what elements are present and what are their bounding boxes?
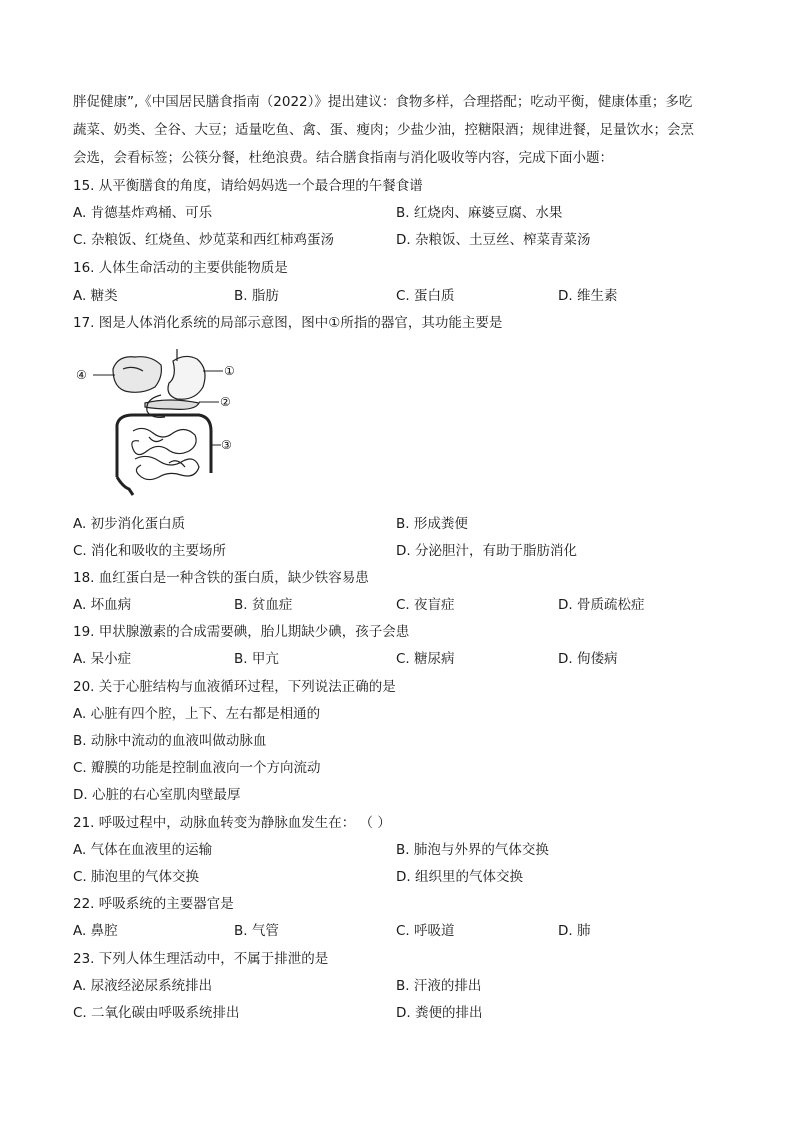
q21-option-d[interactable]: D. 组织里的气体交换 [396,869,523,885]
q15-option-b[interactable]: B. 红烧肉、麻婆豆腐、水果 [396,205,563,221]
q21-option-c[interactable]: C. 肺泡里的气体交换 [73,869,200,885]
q23-option-b[interactable]: B. 汗液的排出 [396,978,482,994]
q23-option-c[interactable]: C. 二氧化碳由呼吸系统排出 [73,1005,240,1021]
q23-option-d[interactable]: D. 粪便的排出 [396,1005,483,1021]
question-17-stem: 17. 图是人体消化系统的局部示意图，图中①所指的器官，其功能主要是 [73,315,503,331]
q17-option-a[interactable]: A. 初步消化蛋白质 [73,516,186,532]
q20-option-a[interactable]: A. 心脏有四个腔，上下、左右都是相通的 [73,706,321,722]
diagram-label-2: ② [220,395,231,409]
diagram-label-1: ① [224,364,235,378]
q16-option-d[interactable]: D. 维生素 [558,288,618,304]
question-19-stem: 19. 甲状腺激素的合成需要碘，胎儿期缺少碘，孩子会患 [73,624,410,640]
question-20-stem: 20. 关于心脏结构与血液循环过程，下列说法正确的是 [73,679,396,695]
q19-option-c[interactable]: C. 糖尿病 [396,651,455,667]
q21-option-b[interactable]: B. 肺泡与外界的气体交换 [396,842,549,858]
q15-option-a[interactable]: A. 肯德基炸鸡桶、可乐 [73,205,213,221]
q18-option-b[interactable]: B. 贫血症 [234,597,293,613]
question-18-stem: 18. 血红蛋白是一种含铁的蛋白质，缺少铁容易患 [73,570,369,586]
q18-option-a[interactable]: A. 坏血病 [73,597,132,613]
diagram-label-3: ③ [221,438,232,452]
q16-option-b[interactable]: B. 脂肪 [234,288,279,304]
diagram-label-4: ④ [76,368,87,382]
question-15-stem: 15. 从平衡膳食的角度，请给妈妈选一个最合理的午餐食谱 [73,178,423,194]
q20-option-d[interactable]: D. 心脏的右心室肌肉壁最厚 [73,787,241,803]
q18-option-c[interactable]: C. 夜盲症 [396,597,455,613]
q22-option-a[interactable]: A. 鼻腔 [73,923,118,939]
q22-option-b[interactable]: B. 气管 [234,923,279,939]
digestive-system-illustration [73,347,248,497]
q17-option-b[interactable]: B. 形成粪便 [396,516,468,532]
q19-option-d[interactable]: D. 佝偻病 [558,651,618,667]
q15-option-c[interactable]: C. 杂粮饭、红烧鱼、炒苋菜和西红柿鸡蛋汤 [73,232,335,248]
q21-option-a[interactable]: A. 气体在血液里的运输 [73,842,213,858]
question-21-stem: 21. 呼吸过程中，动脉血转变为静脉血发生在： （ ） [73,815,391,831]
q20-option-c[interactable]: C. 瓣膜的功能是控制血液向一个方向流动 [73,760,321,776]
q19-option-b[interactable]: B. 甲亢 [234,651,279,667]
question-22-stem: 22. 呼吸系统的主要器官是 [73,896,234,912]
q18-option-d[interactable]: D. 骨质疏松症 [558,597,645,613]
q19-option-a[interactable]: A. 呆小症 [73,651,132,667]
q16-option-a[interactable]: A. 糖类 [73,288,118,304]
digestive-system-diagram [73,347,248,497]
intro-line-1: 胖促健康”,《中国居民膳食指南（2022）》提出建议：食物多样，合理搭配；吃动平衡，健康体重；多吃 [73,94,693,110]
q23-option-a[interactable]: A. 尿液经泌尿系统排出 [73,978,213,994]
q17-option-d[interactable]: D. 分泌胆汁，有助于脂肪消化 [396,543,577,559]
q22-option-c[interactable]: C. 呼吸道 [396,923,455,939]
question-16-stem: 16. 人体生命活动的主要供能物质是 [73,260,288,276]
q17-option-c[interactable]: C. 消化和吸收的主要场所 [73,543,227,559]
intro-line-2: 蔬菜、奶类、全谷、大豆；适量吃鱼、禽、蛋、瘦肉；少盐少油，控糖限酒；规律进餐，足量饮水；会烹 [73,122,694,138]
question-23-stem: 23. 下列人体生理活动中，不属于排泄的是 [73,951,329,967]
intro-line-3: 会选，会看标签；公筷分餐，杜绝浪费。结合膳食指南与消化吸收等内容，完成下面小题： [73,150,613,166]
q22-option-d[interactable]: D. 肺 [558,923,591,939]
q16-option-c[interactable]: C. 蛋白质 [396,288,455,304]
q20-option-b[interactable]: B. 动脉中流动的血液叫做动脉血 [73,733,267,749]
q15-option-d[interactable]: D. 杂粮饭、土豆丝、榨菜青菜汤 [396,232,591,248]
